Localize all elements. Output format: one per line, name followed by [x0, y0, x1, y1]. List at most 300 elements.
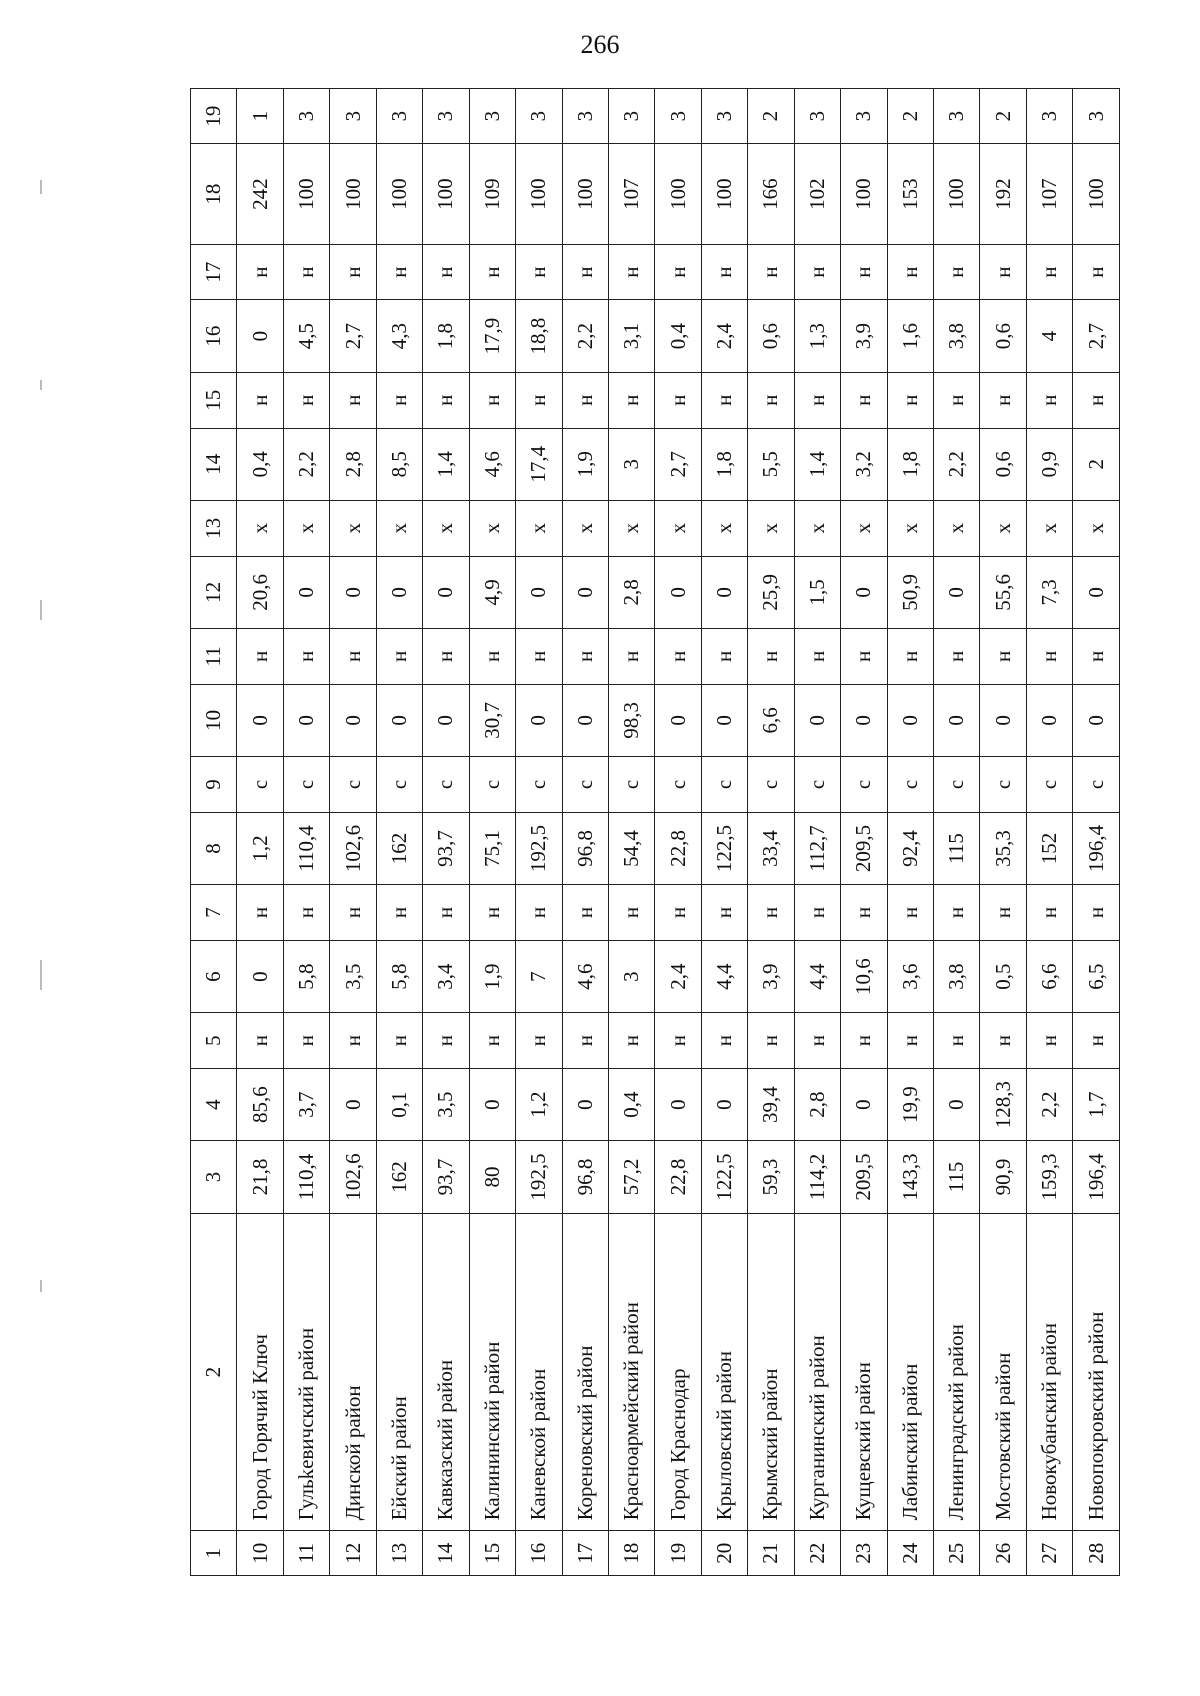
table-cell: 22,8: [655, 812, 701, 884]
table-cell: 102,6: [330, 812, 376, 884]
table-cell: н: [794, 244, 840, 300]
table-cell: 3,9: [748, 940, 794, 1012]
table-cell: н: [1026, 885, 1072, 941]
table-cell: 20: [701, 1531, 747, 1576]
table-row: [655, 88, 701, 1575]
table-cell: 57,2: [608, 1141, 654, 1213]
table-row: [1026, 88, 1072, 1575]
table-cell: 0,4: [608, 1068, 654, 1140]
table-cell: с: [423, 757, 469, 813]
district-name-cell: Калининский район: [469, 1213, 515, 1531]
table-cell: х: [1026, 500, 1072, 556]
district-name-cell: Мостовский район: [980, 1213, 1026, 1531]
table-cell: 0,6: [980, 300, 1026, 372]
table-cell: 3: [1073, 88, 1120, 144]
table-cell: 25,9: [748, 556, 794, 628]
scan-mark: [40, 600, 42, 620]
table-cell: 18,8: [516, 300, 562, 372]
table-row: [562, 88, 608, 1575]
table-cell: н: [748, 885, 794, 941]
table-cell: н: [283, 244, 329, 300]
table-cell: 107: [1026, 144, 1072, 244]
table-cell: 1,8: [701, 428, 747, 500]
table-cell: н: [469, 244, 515, 300]
table-cell: н: [655, 629, 701, 685]
table-cell: 2,8: [608, 556, 654, 628]
table-cell: н: [655, 1013, 701, 1069]
table-cell: 4,4: [701, 940, 747, 1012]
table-cell: 3: [562, 88, 608, 144]
table-cell: 1,3: [794, 300, 840, 372]
table-cell: с: [1073, 757, 1120, 813]
table-cell: 75,1: [469, 812, 515, 884]
table-cell: х: [237, 500, 283, 556]
table-cell: н: [1073, 372, 1120, 428]
table-cell: н: [423, 885, 469, 941]
table-cell: 17,4: [516, 428, 562, 500]
table-cell: 92,4: [887, 812, 933, 884]
table-cell: 107: [608, 144, 654, 244]
table-cell: 100: [283, 144, 329, 244]
table-cell: 100: [562, 144, 608, 244]
header-cell: 12: [191, 556, 237, 628]
table-row: [376, 88, 422, 1575]
table-row: [887, 88, 933, 1575]
table-cell: н: [794, 629, 840, 685]
table-cell: 3,2: [841, 428, 887, 500]
table-cell: н: [701, 629, 747, 685]
table-cell: н: [376, 885, 422, 941]
table-cell: 3: [376, 88, 422, 144]
table-cell: 6,6: [748, 684, 794, 756]
table-cell: 1: [237, 88, 283, 144]
table-cell: н: [376, 372, 422, 428]
table-cell: н: [608, 244, 654, 300]
district-name-cell: Новокубанский район: [1026, 1213, 1072, 1531]
table-cell: 15: [469, 1531, 515, 1576]
table-cell: 0: [701, 684, 747, 756]
table-cell: 19: [655, 1531, 701, 1576]
table-cell: х: [423, 500, 469, 556]
table-cell: 4,3: [376, 300, 422, 372]
table-cell: 54,4: [608, 812, 654, 884]
table-cell: 85,6: [237, 1068, 283, 1140]
table-cell: 0,9: [1026, 428, 1072, 500]
table-cell: н: [237, 629, 283, 685]
header-cell: 11: [191, 629, 237, 685]
table-cell: н: [701, 1013, 747, 1069]
table-cell: 2: [1073, 428, 1120, 500]
table-cell: 100: [841, 144, 887, 244]
table-cell: н: [794, 885, 840, 941]
table-cell: 0: [841, 1068, 887, 1140]
table-cell: н: [608, 1013, 654, 1069]
table-cell: н: [237, 244, 283, 300]
table-cell: 3: [283, 88, 329, 144]
table-cell: н: [516, 629, 562, 685]
table-cell: 100: [330, 144, 376, 244]
table-cell: 17,9: [469, 300, 515, 372]
table-cell: н: [748, 244, 794, 300]
table-cell: 1,9: [469, 940, 515, 1012]
table-cell: х: [841, 500, 887, 556]
table-cell: н: [1073, 629, 1120, 685]
table-cell: н: [934, 885, 980, 941]
table-row: [748, 88, 794, 1575]
table-cell: 0: [934, 684, 980, 756]
table-cell: 3,8: [934, 940, 980, 1012]
table-cell: 110,4: [283, 1141, 329, 1213]
table-cell: 35,3: [980, 812, 1026, 884]
table-cell: 6,5: [1073, 940, 1120, 1012]
table-cell: н: [887, 244, 933, 300]
table-cell: 5,8: [283, 940, 329, 1012]
table-cell: 0,1: [376, 1068, 422, 1140]
district-name-cell: Гульkевичский район: [283, 1213, 329, 1531]
table-cell: с: [841, 757, 887, 813]
table-cell: 3,6: [887, 940, 933, 1012]
table-cell: н: [469, 1013, 515, 1069]
table-cell: н: [980, 629, 1026, 685]
table-cell: 0: [283, 684, 329, 756]
table-cell: 192,5: [516, 812, 562, 884]
table-row: [1073, 88, 1120, 1575]
table-cell: н: [748, 1013, 794, 1069]
table-cell: 4,9: [469, 556, 515, 628]
district-name-cell: Крыловский район: [701, 1213, 747, 1531]
table-cell: х: [562, 500, 608, 556]
table-cell: 3: [794, 88, 840, 144]
table-cell: н: [469, 629, 515, 685]
table-cell: н: [841, 1013, 887, 1069]
table-cell: 0: [376, 556, 422, 628]
table-cell: 100: [934, 144, 980, 244]
table-cell: 100: [655, 144, 701, 244]
header-cell: 18: [191, 144, 237, 244]
table-cell: 4: [1026, 300, 1072, 372]
table-cell: х: [516, 500, 562, 556]
table-cell: 19,9: [887, 1068, 933, 1140]
table-row: [608, 88, 654, 1575]
table-cell: 96,8: [562, 812, 608, 884]
table-row: [469, 88, 515, 1575]
table-cell: с: [330, 757, 376, 813]
table-cell: 2,7: [330, 300, 376, 372]
table-cell: 90,9: [980, 1141, 1026, 1213]
table-cell: 0: [516, 556, 562, 628]
table-cell: н: [330, 1013, 376, 1069]
table-cell: 0: [330, 1068, 376, 1140]
table-cell: х: [887, 500, 933, 556]
table-cell: н: [516, 244, 562, 300]
table-cell: 1,5: [794, 556, 840, 628]
table-cell: н: [1026, 1013, 1072, 1069]
header-cell: 10: [191, 684, 237, 756]
table-cell: н: [980, 885, 1026, 941]
table-cell: 2,4: [701, 300, 747, 372]
table-cell: 1,6: [887, 300, 933, 372]
table-cell: х: [980, 500, 1026, 556]
table-cell: н: [608, 885, 654, 941]
header-cell: 6: [191, 940, 237, 1012]
table-row: [237, 88, 283, 1575]
table-cell: 11: [283, 1531, 329, 1576]
table-cell: н: [1026, 244, 1072, 300]
table-cell: 1,7: [1073, 1068, 1120, 1140]
header-cell: 4: [191, 1068, 237, 1140]
table-cell: с: [701, 757, 747, 813]
table-cell: 3: [469, 88, 515, 144]
header-cell: 13: [191, 500, 237, 556]
table-cell: 55,6: [980, 556, 1026, 628]
table-cell: х: [934, 500, 980, 556]
table-cell: 3: [608, 88, 654, 144]
table-cell: н: [1073, 1013, 1120, 1069]
table-cell: н: [841, 372, 887, 428]
table-cell: 17: [562, 1531, 608, 1576]
table-cell: 0: [934, 556, 980, 628]
table-cell: 0: [562, 1068, 608, 1140]
district-name-cell: Ленинградский район: [934, 1213, 980, 1531]
table-cell: 96,8: [562, 1141, 608, 1213]
table-cell: н: [608, 372, 654, 428]
table-cell: 100: [516, 144, 562, 244]
table-cell: н: [376, 244, 422, 300]
table-cell: 152: [1026, 812, 1072, 884]
table-cell: н: [887, 885, 933, 941]
header-cell: 2: [191, 1213, 237, 1531]
table-cell: н: [934, 629, 980, 685]
table-cell: 0,4: [237, 428, 283, 500]
table-cell: 3,1: [608, 300, 654, 372]
table-cell: н: [841, 885, 887, 941]
table-cell: 0: [562, 556, 608, 628]
table-cell: 100: [1073, 144, 1120, 244]
table-cell: с: [748, 757, 794, 813]
table-cell: 3: [841, 88, 887, 144]
table-cell: 162: [376, 1141, 422, 1213]
table-cell: 115: [934, 1141, 980, 1213]
table-cell: х: [794, 500, 840, 556]
scan-margin-marks: [0, 0, 60, 1696]
district-name-cell: Каневской район: [516, 1213, 562, 1531]
scan-mark: [40, 960, 42, 990]
table-cell: н: [283, 885, 329, 941]
table-cell: н: [237, 1013, 283, 1069]
table-cell: 0: [841, 556, 887, 628]
table-cell: 0,5: [980, 940, 1026, 1012]
table-cell: 0: [423, 556, 469, 628]
table-cell: 23: [841, 1531, 887, 1576]
table-cell: н: [841, 629, 887, 685]
table-cell: 3,5: [423, 1068, 469, 1140]
table-cell: х: [330, 500, 376, 556]
scan-mark: [40, 380, 42, 390]
table-cell: 159,3: [1026, 1141, 1072, 1213]
table-cell: 12: [330, 1531, 376, 1576]
table-cell: 0: [469, 1068, 515, 1140]
table-cell: н: [608, 629, 654, 685]
table-cell: х: [469, 500, 515, 556]
table-cell: 21: [748, 1531, 794, 1576]
table-cell: 22: [794, 1531, 840, 1576]
table-cell: 6,6: [1026, 940, 1072, 1012]
table-row: [516, 88, 562, 1575]
table-cell: н: [562, 1013, 608, 1069]
table-cell: 25: [934, 1531, 980, 1576]
table-row: [701, 88, 747, 1575]
table-cell: 0: [376, 684, 422, 756]
table-cell: 30,7: [469, 684, 515, 756]
table-cell: 98,3: [608, 684, 654, 756]
table-cell: 93,7: [423, 812, 469, 884]
header-cell: 19: [191, 88, 237, 144]
table-cell: 3,9: [841, 300, 887, 372]
table-cell: 16: [516, 1531, 562, 1576]
table-cell: 0: [655, 556, 701, 628]
table-cell: 0: [562, 684, 608, 756]
table-cell: н: [1026, 629, 1072, 685]
table-cell: 2: [887, 88, 933, 144]
table-cell: 0: [237, 684, 283, 756]
table-cell: 2: [748, 88, 794, 144]
table-cell: 0: [330, 684, 376, 756]
table-cell: 3,7: [283, 1068, 329, 1140]
table-cell: 2,2: [934, 428, 980, 500]
table-row: [841, 88, 887, 1575]
table-cell: 3,5: [330, 940, 376, 1012]
table-cell: 0: [1073, 556, 1120, 628]
table-cell: 192,5: [516, 1141, 562, 1213]
table-cell: н: [562, 244, 608, 300]
table-container: [190, 88, 1120, 1576]
table-row: [283, 88, 329, 1575]
table-cell: 7,3: [1026, 556, 1072, 628]
district-name-cell: Ейский район: [376, 1213, 422, 1531]
table-cell: н: [423, 629, 469, 685]
table-cell: 128,3: [980, 1068, 1026, 1140]
table-cell: х: [748, 500, 794, 556]
table-cell: 0,6: [748, 300, 794, 372]
data-table: [190, 88, 1120, 1576]
table-cell: 115: [934, 812, 980, 884]
table-cell: 0: [794, 684, 840, 756]
table-cell: н: [701, 885, 747, 941]
table-cell: 10: [237, 1531, 283, 1576]
table-cell: 1,4: [794, 428, 840, 500]
table-cell: н: [330, 372, 376, 428]
table-cell: 20,6: [237, 556, 283, 628]
table-cell: н: [237, 372, 283, 428]
table-cell: 4,5: [283, 300, 329, 372]
table-cell: 196,4: [1073, 812, 1120, 884]
table-cell: н: [1073, 244, 1120, 300]
district-name-cell: Курганинский район: [794, 1213, 840, 1531]
table-cell: 242: [237, 144, 283, 244]
table-cell: н: [1026, 372, 1072, 428]
table-cell: 4,4: [794, 940, 840, 1012]
table-cell: н: [980, 372, 1026, 428]
table-cell: 80: [469, 1141, 515, 1213]
table-cell: с: [237, 757, 283, 813]
header-cell: 9: [191, 757, 237, 813]
table-cell: х: [655, 500, 701, 556]
table-cell: 0: [516, 684, 562, 756]
table-cell: 33,4: [748, 812, 794, 884]
table-cell: 1,8: [887, 428, 933, 500]
table-cell: н: [283, 629, 329, 685]
table-cell: 1,8: [423, 300, 469, 372]
table-cell: 0: [655, 684, 701, 756]
table-cell: 0: [237, 300, 283, 372]
header-cell: 14: [191, 428, 237, 500]
table-cell: 2,8: [794, 1068, 840, 1140]
table-cell: н: [701, 372, 747, 428]
table-cell: н: [516, 372, 562, 428]
table-cell: 4,6: [469, 428, 515, 500]
table-row: [794, 88, 840, 1575]
table-cell: 0: [330, 556, 376, 628]
header-cell: 8: [191, 812, 237, 884]
table-cell: 22,8: [655, 1141, 701, 1213]
header-cell: 5: [191, 1013, 237, 1069]
header-cell: 1: [191, 1531, 237, 1576]
table-cell: н: [655, 885, 701, 941]
table-cell: 0: [1026, 684, 1072, 756]
table-cell: 102: [794, 144, 840, 244]
table-cell: н: [887, 1013, 933, 1069]
table-cell: с: [980, 757, 1026, 813]
table-cell: 0: [423, 684, 469, 756]
table-cell: 50,9: [887, 556, 933, 628]
table-cell: 3: [1026, 88, 1072, 144]
table-cell: 3: [608, 940, 654, 1012]
header-cell: 17: [191, 244, 237, 300]
district-name-cell: Красноармейский район: [608, 1213, 654, 1531]
table-cell: н: [562, 629, 608, 685]
table-cell: х: [376, 500, 422, 556]
table-cell: 143,3: [887, 1141, 933, 1213]
table-cell: 2,7: [1073, 300, 1120, 372]
table-cell: 2: [980, 88, 1026, 144]
district-name-cell: Крымский район: [748, 1213, 794, 1531]
table-cell: н: [701, 244, 747, 300]
table-cell: х: [608, 500, 654, 556]
table-cell: 2,8: [330, 428, 376, 500]
table-cell: 24: [887, 1531, 933, 1576]
table-row: [980, 88, 1026, 1575]
table-cell: с: [655, 757, 701, 813]
table-cell: н: [237, 885, 283, 941]
table-cell: 2,2: [283, 428, 329, 500]
table-cell: 3: [516, 88, 562, 144]
table-cell: н: [469, 372, 515, 428]
table-cell: 27: [1026, 1531, 1072, 1576]
table-cell: н: [934, 244, 980, 300]
table-cell: н: [423, 244, 469, 300]
table-cell: 0: [934, 1068, 980, 1140]
table-cell: 192: [980, 144, 1026, 244]
table-cell: н: [655, 244, 701, 300]
district-name-cell: Город Горячий Ключ: [237, 1213, 283, 1531]
table-cell: 112,7: [794, 812, 840, 884]
table-cell: н: [330, 629, 376, 685]
table-cell: 0: [237, 940, 283, 1012]
district-name-cell: Новопокровский район: [1073, 1213, 1120, 1531]
table-body: [191, 88, 1120, 1575]
table-cell: 1,4: [423, 428, 469, 500]
table-cell: н: [376, 629, 422, 685]
